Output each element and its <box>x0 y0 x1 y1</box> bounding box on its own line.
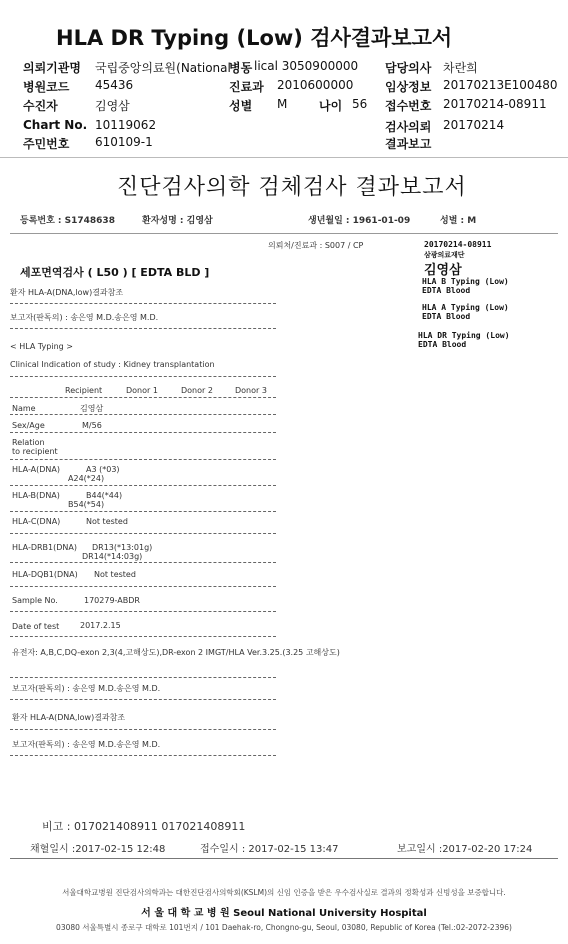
sticker-line-5: HLA DR Typing (Low) <box>418 331 510 340</box>
note-line: 비고 : 017021408911 017021408911 <box>42 820 246 833</box>
id-value: 610109-1 <box>95 135 153 149</box>
date-value: 2017.2.15 <box>80 621 121 630</box>
hla-b-value-1: B44(*44) <box>86 491 123 500</box>
sticker-line-3: HLA A Typing (Low) <box>422 303 509 312</box>
sticker-number: 20170214-08911 <box>424 240 492 249</box>
doc-patient-name: 환자성명 : 김영삼 <box>142 216 213 226</box>
sex-value: M <box>277 97 288 111</box>
hla-c-value: Not tested <box>86 517 128 526</box>
result-label: 결과보고 <box>385 137 432 151</box>
sticker-line-2: EDTA Blood <box>422 286 471 295</box>
drb1-value-1: DR13(*13:01g) <box>92 543 153 552</box>
dash-line <box>10 328 276 329</box>
request-label: 검사의뢰 <box>385 120 432 134</box>
hla-c-label: HLA-C(DNA) <box>12 517 61 526</box>
doc-birth: 생년월일 : 1961-01-09 <box>308 216 411 226</box>
dash-line <box>10 376 276 377</box>
ref-line-1: 환자 HLA-A(DNA,low)결과참조 <box>10 288 124 297</box>
dash-line <box>10 303 276 304</box>
sticker-name: 김영삼 <box>424 263 462 278</box>
sex-label: 성별 <box>229 99 253 113</box>
sample-label: Sample No. <box>12 596 58 605</box>
date-label: Date of test <box>12 622 60 631</box>
dash-line <box>10 729 276 730</box>
sample-value: 170279-ABDR <box>84 596 140 605</box>
report-title: HLA DR Typing (Low) 검사결과보고서 <box>56 26 453 50</box>
clinical-value: 20170213E100480 <box>443 78 558 92</box>
dash-line <box>10 636 276 637</box>
doc-rule <box>10 233 558 234</box>
dash-line <box>10 432 276 433</box>
receipt-label: 접수번호 <box>385 99 432 113</box>
dash-line <box>10 755 276 756</box>
report-time: 보고일시 :2017-02-20 17:24 <box>397 844 533 855</box>
reg-no: 등록번호 : S1748638 <box>20 216 115 226</box>
patient-label: 수진자 <box>23 99 58 113</box>
doctor-label: 담당의사 <box>385 61 432 75</box>
dash-line <box>10 459 276 460</box>
id-label: 주민번호 <box>23 137 70 151</box>
dash-line <box>10 397 276 398</box>
reporter-line-3: 보고자(판독의) : 송은영 M.D.송은영 M.D. <box>12 740 161 749</box>
reporter-line-1: 보고자(판독의) : 송은영 M.D.송은영 M.D. <box>10 313 159 322</box>
typing-header: < HLA Typing > <box>10 342 73 351</box>
col-donor2: Donor 2 <box>181 386 213 395</box>
dash-line <box>10 677 276 678</box>
relation-label-2: to recipient <box>12 447 58 456</box>
dash-line <box>10 586 276 587</box>
dash-line <box>10 414 276 415</box>
ref-line-2: 환자 HLA-A(DNA,low)결과참조 <box>12 713 126 722</box>
sexage-label: Sex/Age <box>12 421 45 430</box>
requester-label: 의뢰기관명 <box>23 61 81 75</box>
col-donor3: Donor 3 <box>235 386 267 395</box>
hla-a-value-1: A3 (*03) <box>86 465 120 474</box>
age-value: 56 <box>352 97 368 111</box>
sticker-line-1: HLA B Typing (Low) <box>422 277 509 286</box>
origin: 의뢰처/진료과 : S007 / CP <box>268 241 364 250</box>
dash-line <box>10 533 276 534</box>
dash-line <box>10 511 276 512</box>
ward-label: 병동 <box>229 61 253 75</box>
chart-value: 10119062 <box>95 118 157 132</box>
hla-a-value-2: A24(*24) <box>68 474 105 483</box>
indication: Clinical Indication of study : Kidney transplantation <box>10 360 215 369</box>
hospital-code-label: 병원코드 <box>23 80 70 94</box>
request-value: 20170214 <box>443 118 505 132</box>
footer-rule <box>10 858 558 859</box>
sticker-line-4: EDTA Blood <box>422 312 471 321</box>
dqb1-value: Not tested <box>94 570 136 579</box>
hospital-name: 서 울 대 학 교 병 원 Seoul National University Hospital <box>141 908 427 919</box>
sexage-value: M/56 <box>82 421 102 430</box>
collect-time: 채혈일시 :2017-02-15 12:48 <box>30 844 166 855</box>
ward-value: lical 3050900000 <box>254 59 359 73</box>
dash-line <box>10 485 276 486</box>
cert-statement: 서울대학교병원 진단검사의학과는 대한진단검사의학회(KSLM)의 신임 인증을 받은 우수검사실로 결과의 정확성과 신빙성을 보증합니다. <box>62 888 506 897</box>
accept-time: 접수일시 : 2017-02-15 13:47 <box>200 844 339 855</box>
dept-value: 2010600000 <box>277 78 354 92</box>
drb1-label: HLA-DRB1(DNA) <box>12 543 77 552</box>
sticker-line-6: EDTA Blood <box>418 340 467 349</box>
receipt-value: 20170214-08911 <box>443 97 547 111</box>
drb1-value-2: DR14(*14:03g) <box>82 552 143 561</box>
dash-line <box>10 699 276 700</box>
age-label: 나이 <box>319 99 343 113</box>
name-label: Name <box>12 404 36 413</box>
dept-label: 진료과 <box>229 80 264 94</box>
doc-sex: 성별 : M <box>440 216 477 226</box>
hla-a-label: HLA-A(DNA) <box>12 465 60 474</box>
clinical-label: 임상정보 <box>385 80 432 94</box>
col-recipient: Recipient <box>65 386 103 395</box>
hospital-address: 03080 서울특별시 종로구 대학로 101번지 / 101 Daehak-ro, Chongno-gu, Seoul, 03080, Republic of Korea (Tel.:02-2072-2396) <box>56 923 512 932</box>
sticker-org: 삼광의료재단 <box>424 251 465 259</box>
relation-label-1: Relation <box>12 438 45 447</box>
hla-b-label: HLA-B(DNA) <box>12 491 60 500</box>
document-title: 진단검사의학 검체검사 결과보고서 <box>117 175 467 200</box>
col-donor1: Donor 1 <box>126 386 158 395</box>
header-separator <box>0 157 568 158</box>
chart-label: Chart No. <box>23 118 88 132</box>
reporter-line-2: 보고자(판독의) : 송은영 M.D.송은영 M.D. <box>12 684 161 693</box>
patient-value: 김영삼 <box>95 99 130 113</box>
dqb1-label: HLA-DQB1(DNA) <box>12 570 78 579</box>
genetics-note: 유전자: A,B,C,DQ-exon 2,3(4,고해상도),DR-exon 2 IMGT/HLA Ver.3.25.(3.25 고해상도) <box>12 648 340 657</box>
requester-value: 국립중앙의료원(National <box>95 61 231 75</box>
dash-line <box>10 611 276 612</box>
hospital-code-value: 45436 <box>95 78 134 92</box>
doctor-value: 차란희 <box>443 61 478 75</box>
hla-b-value-2: B54(*54) <box>68 500 105 509</box>
dash-line <box>10 562 276 563</box>
name-value: 김영삼 <box>80 404 104 413</box>
section-title: 세포면역검사 ( L50 ) [ EDTA BLD ] <box>20 266 210 279</box>
